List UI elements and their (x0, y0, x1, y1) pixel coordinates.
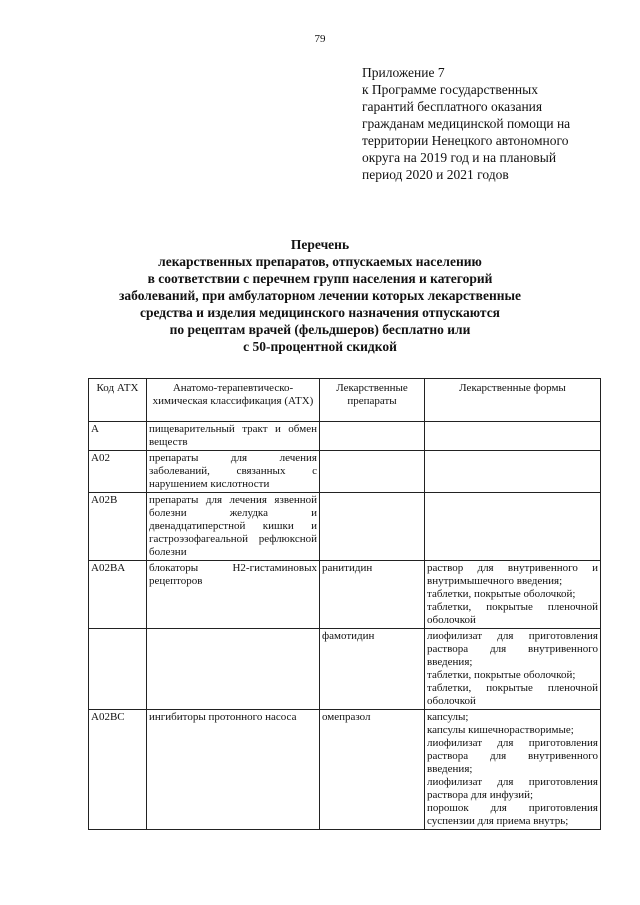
dosage-form-item: порошок для приготовления суспензии для приема внутрь; (427, 802, 598, 827)
cell-drug (320, 493, 425, 561)
cell-atx-code: A02BA (89, 561, 147, 629)
cell-classification: пищеварительный тракт и обмен веществ (147, 422, 320, 451)
title-line: заболеваний, при амбулаторном лечении которых лекарственные (118, 288, 522, 303)
table-body (89, 422, 601, 830)
cell-drug (320, 451, 425, 493)
cell-classification: блокаторы H2-гистаминовых рецепторов (147, 561, 320, 629)
table-row (89, 451, 601, 493)
cell-atx-code: A (89, 422, 147, 451)
cell-atx-code (89, 629, 147, 710)
title-line: по рецептам врачей (фельдшеров) бесплатно или (169, 322, 471, 337)
cell-dosage-forms (425, 493, 601, 561)
title-line: средства и изделия медицинского назначения отпускаются (139, 305, 500, 320)
cell-classification: препараты для лечения язвенной болезни желудка и двенадцатиперстной кишки и гастроэзофагеальной рефлюксной болезни (147, 493, 320, 561)
dosage-form-item: таблетки, покрытые оболочкой; (427, 669, 576, 681)
cell-classification (147, 629, 320, 710)
table-row (89, 422, 601, 451)
header-classification: Анатомо-терапевтическо-химическая классификация (АТХ) (147, 379, 320, 422)
dosage-form-item: раствор для внутривенного и внутримышечного введения; (427, 562, 598, 587)
appendix-line: период 2020 и 2021 годов (362, 167, 509, 182)
page-number: 79 (314, 33, 326, 45)
appendix-note (362, 64, 602, 183)
title-line: в соответствии с перечнем групп населения и категорий (147, 271, 493, 286)
dosage-form-item: капсулы; (427, 711, 469, 723)
dosage-form-item: таблетки, покрытые пленочной оболочкой (427, 682, 598, 707)
document-title (40, 236, 600, 355)
table-row (89, 561, 601, 629)
appendix-line: Приложение 7 (362, 65, 445, 80)
table-row (89, 629, 601, 710)
drug-list-table (88, 378, 601, 830)
cell-dosage-forms (425, 422, 601, 451)
appendix-line: территории Ненецкого автономного (362, 133, 569, 148)
cell-atx-code: A02B (89, 493, 147, 561)
dosage-form-item: таблетки, покрытые пленочной оболочкой (427, 601, 598, 626)
cell-drug (320, 422, 425, 451)
cell-dosage-forms (425, 710, 601, 830)
cell-atx-code: A02 (89, 451, 147, 493)
title-line: с 50-процентной скидкой (243, 339, 397, 354)
cell-atx-code: A02BC (89, 710, 147, 830)
appendix-line: к Программе государственных (362, 82, 538, 97)
cell-classification: ингибиторы протонного насоса (147, 710, 320, 830)
header-drugs: Лекарственные препараты (320, 379, 425, 422)
appendix-line: гарантий бесплатного оказания (362, 99, 543, 114)
appendix-line: гражданам медицинской помощи на (362, 116, 571, 131)
title-line: лекарственных препаратов, отпускаемых населению (158, 254, 482, 269)
cell-dosage-forms (425, 451, 601, 493)
dosage-form-item: капсулы кишечнорастворимые; (427, 724, 574, 736)
cell-drug: омепразол (320, 710, 425, 830)
dosage-form-item: таблетки, покрытые оболочкой; (427, 588, 576, 600)
cell-classification: препараты для лечения заболеваний, связанных с нарушением кислотности (147, 451, 320, 493)
table-row (89, 493, 601, 561)
dosage-form-item: лиофилизат для приготовления раствора для внутривенного введения; (427, 630, 598, 668)
table-row (89, 710, 601, 830)
header-atx-code: Код АТХ (89, 379, 147, 422)
cell-dosage-forms (425, 561, 601, 629)
cell-drug: фамотидин (320, 629, 425, 710)
header-dosage-forms: Лекарственные формы (425, 379, 601, 422)
table-header-row (89, 379, 601, 422)
dosage-form-item: лиофилизат для приготовления раствора для инфузий; (427, 776, 598, 801)
dosage-form-item: лиофилизат для приготовления раствора для внутривенного введения; (427, 737, 598, 775)
title-line: Перечень (290, 237, 350, 252)
cell-drug: ранитидин (320, 561, 425, 629)
cell-dosage-forms (425, 629, 601, 710)
appendix-line: округа на 2019 год и на плановый (362, 150, 557, 165)
